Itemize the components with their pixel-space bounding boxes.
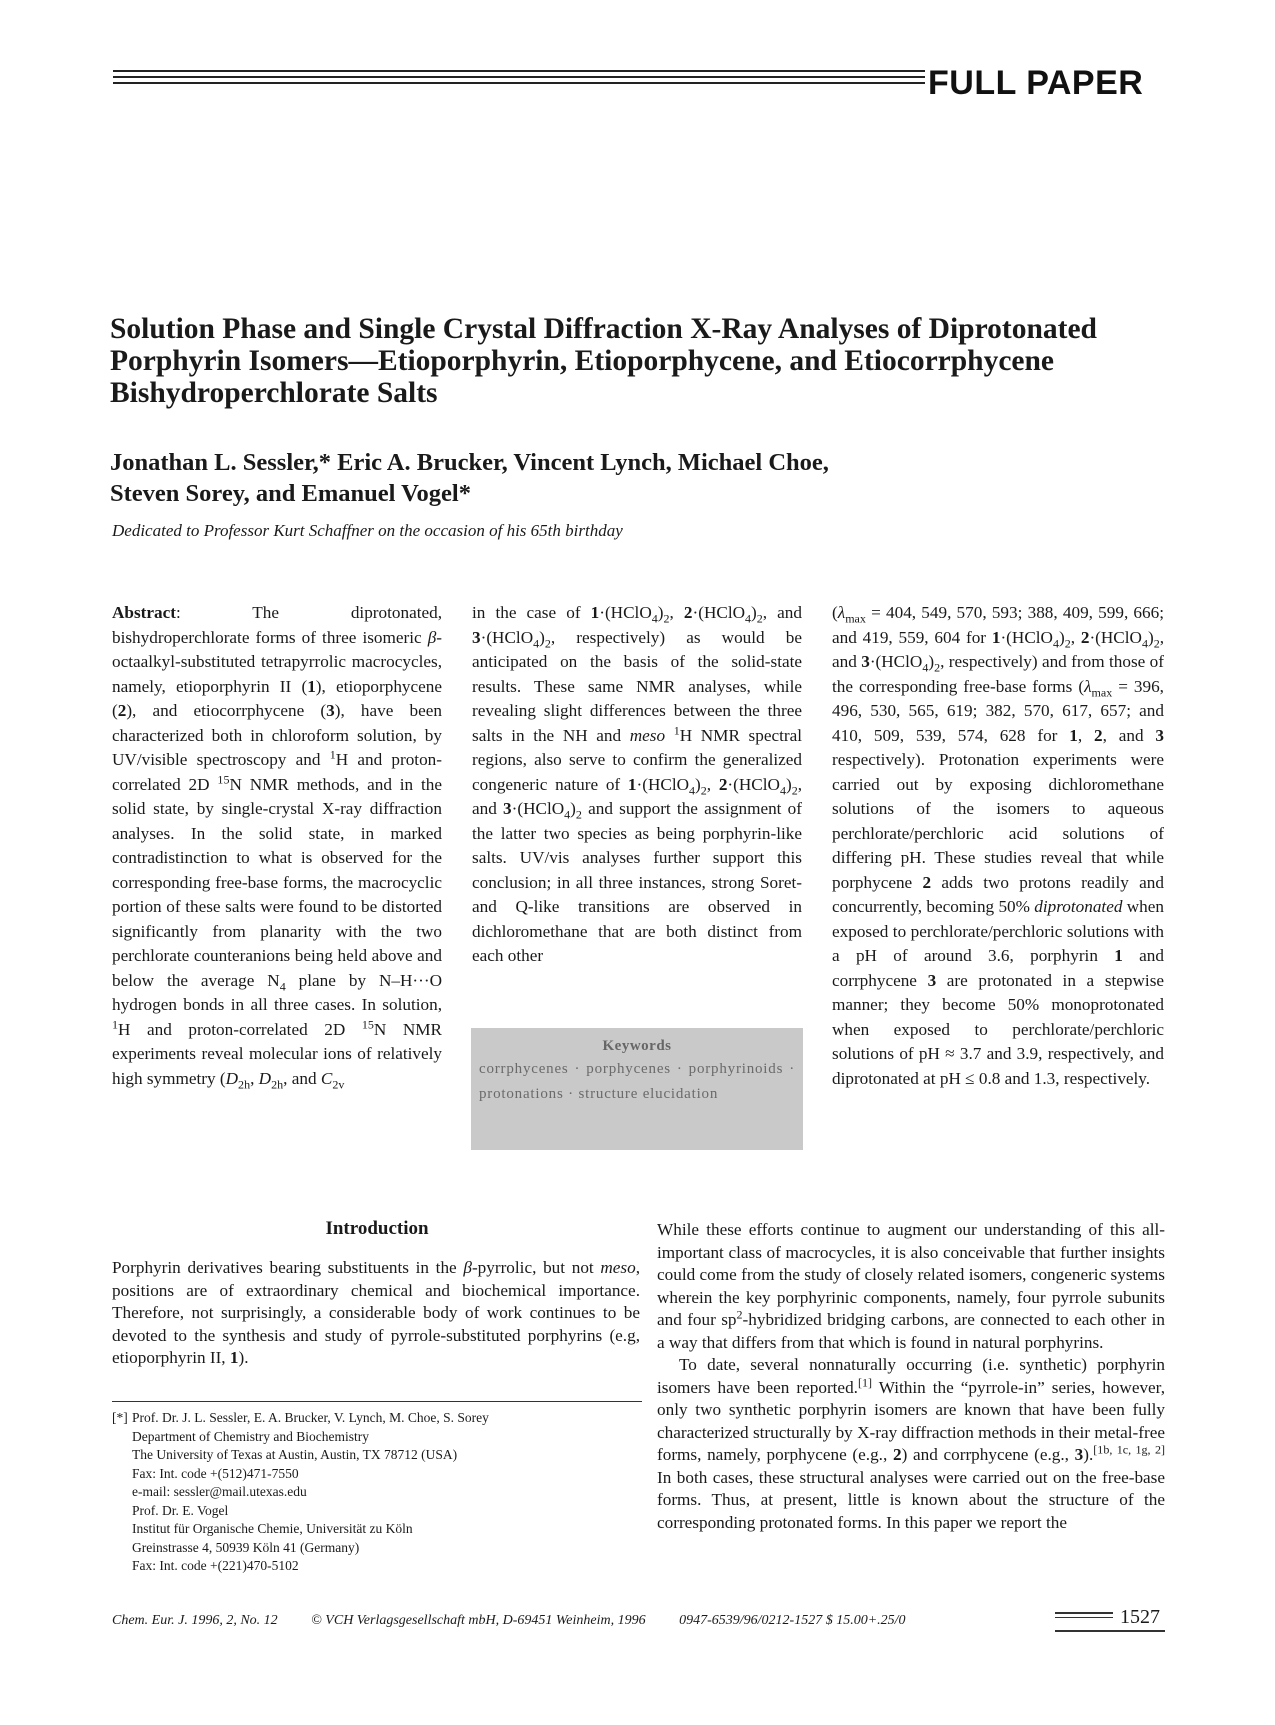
- author-footnote: [112, 1409, 652, 1576]
- footnote-line: Department of Chemistry and Biochemistry: [132, 1428, 369, 1444]
- keywords-box: [471, 1028, 803, 1150]
- author-list: [110, 447, 1160, 509]
- page-number-underline: [1055, 1630, 1165, 1632]
- footnote-line: Fax: Int. code +(221)470-5102: [132, 1558, 299, 1573]
- title-line: Bishydroperchlorate Salts: [110, 377, 438, 409]
- page-number: 1527: [1120, 1606, 1160, 1628]
- footnote-line: Prof. Dr. J. L. Sessler, E. A. Brucker, V. Lynch, M. Choe, S. Sorey: [132, 1410, 489, 1425]
- title-line: Solution Phase and Single Crystal Diffraction X-Ray Analyses of Diprotonated: [110, 313, 1097, 345]
- footnote-line: Fax: Int. code +(512)471-7550: [132, 1465, 299, 1481]
- paper-title: [110, 313, 1180, 409]
- page-footer: [112, 1613, 936, 1629]
- page-number-rule: [1055, 1612, 1113, 1621]
- footnote-line: e-mail: sessler@mail.utexas.edu: [132, 1484, 307, 1499]
- footnote-line: The University of Texas at Austin, Austin, TX 78712 (USA): [132, 1447, 458, 1462]
- header-rule: [113, 70, 925, 92]
- section-heading-introduction: Introduction: [325, 1218, 429, 1239]
- footnote-line: Greinstrasse 4, 50939 Köln 41 (Germany): [132, 1539, 360, 1555]
- issn-line: 0947-6539/96/0212-1527 $ 15.00+.25/0: [679, 1613, 906, 1628]
- keywords-heading: Keywords: [602, 1038, 672, 1054]
- dedication: Dedicated to Professor Kurt Schaffner on the occasion of his 65th birthday: [112, 521, 623, 540]
- author-line: Steven Sorey, and Emanuel Vogel*: [110, 480, 471, 507]
- publisher-line: © VCH Verlagsgesellschaft mbH, D-69451 Weinheim, 1996: [311, 1613, 646, 1628]
- footnote-line: Prof. Dr. E. Vogel: [132, 1502, 229, 1518]
- footnote-rule: [112, 1401, 642, 1402]
- footnote-mark: [*]: [112, 1410, 128, 1425]
- introduction-text-left: Porphyrin derivatives bearing substituents in the β-pyrrolic, but not meso, positions are of extraordinary chemical and biochemical importance. Therefore, not surprisingly, a considerable body of work continues to be devoted to the synthesis and study of pyrrole-substituted porphyrins (e.g, etioporphyrin II, 1).: [112, 1258, 641, 1367]
- footnote-line: Institut für Organische Chemie, Universität zu Köln: [132, 1521, 413, 1536]
- abstract-column-1: Abstract: The diprotonated, bishydroperchlorate forms of three isomeric β-octaalkyl-substituted tetrapyrrolic macrocycles, namely, etioporphyrin II (1), etioporphycene (2), and etiocorrphycene (3), have been characterized both in chloroform solution, by UV/visible spectroscopy and $^1$H and proton-correlated 2D $^{15}$N NMR methods, and in the solid state, by single-crystal X-ray diffraction analyses. In the solid state, in marked contradistinction to what is observed for the corresponding free-base forms, the macrocyclic portion of these salts were found to be distorted significantly from planarity with the two perchlorate counteranions being held above and below the average $N_4$ plane by N–H···O hydrogen bonds in all three cases. In solution, $^1$H and proton-correlated 2D $^{15}$N NMR experiments reveal molecular ions of relatively high symmetry ($D_{2h}$, $D_{2h}$, and $C_{2v}$: [112, 603, 443, 1091]
- keywords-list: corrphycenes · porphycenes · porphyrinoids · protonations · structure elucidation: [479, 1061, 795, 1102]
- introduction-text-right: While these efforts continue to augment our understanding of this all-important class of macrocycles, it is also conceivable that further insights could come from the study of closely related isomers, congeneric systems wherein the key porphyrinic components, namely, four pyrrole subunits and four $sp^2$-hybridized bridging carbons, are connected to each other in a way that differs from that which is found in natural porphyrins. To date, several nonnaturally occurring (i.e. synthetic) porphyrin isomers have been reported.[1] Within the “pyrrole-in” series, however, only two synthetic porphyrin isomers are known that have been fully characterized structurally by X-ray diffraction methods in their metal-free forms, namely, porphycene (e.g., 2) and corrphycene (e.g., 3).[1b, 1c, 1g, 2] In both cases, these structural analyses were carried out on the free-base forms. Thus, at present, little is known about the structure of the corresponding protonated forms. In this paper we report the: [657, 1220, 1165, 1532]
- title-line: Porphyrin Isomers—Etioporphyrin, Etioporphycene, and Etiocorrphycene: [110, 345, 1055, 377]
- abstract-column-2: in the case of $1\cdot(HClO_4)_2$, $2\cdot(HClO_4)_2$, and $3\cdot(HClO_4)_2$, respectively) as would be anticipated on the basis of the solid-state results. These same NMR analyses, while revealing slight differences between the three salts in the NH and meso $^1$H NMR spectral regions, also serve to confirm the generalized congeneric nature of $1\cdot(HClO_4)_2$, $2\cdot(HClO_4)_2$, and $3\cdot(HClO_4)_2$ and support the assignment of the latter two species as being porphyrin-like salts. UV/vis analyses further support this conclusion; in all three instances, strong Soret- and Q-like transitions are observed in dichloromethane that are both distinct from each other: [472, 603, 802, 965]
- abstract-column-3: ($\lambda_{max} = 404$, 549, 570, 593; 388, 409, 599, 666; and 419, 559, 604 for $1\cdot(HClO_4)_2$, $2\cdot(HClO_4)_2$, and $3\cdot(HClO_4)_2$, respectively) and from those of the corresponding free-base forms ($\lambda_{max} = 396$, 496, 530, 565, 619; 382, 570, 617, 657; and 410, 509, 539, 574, 628 for 1, 2, and 3 respectively). Protonation experiments were carried out by exposing dichloromethane solutions of the isomers to aqueous perchlorate/perchloric acid solutions of differing pH. These studies reveal that while porphycene 2 adds two protons readily and concurrently, becoming 50% diprotonated when exposed to perchlorate/perchloric solutions with a pH of around 3.6, porphyrin 1 and corrphycene 3 are protonated in a stepwise manner; they become 50% monoprotonated when exposed to perchlorate/perchloric solutions of pH ≈ 3.7 and 3.9, respectively, and diprotonated at pH ≤ 0.8 and 1.3, respectively.: [832, 603, 1165, 1088]
- author-line: Jonathan L. Sessler,* Eric A. Brucker, Vincent Lynch, Michael Choe,: [110, 449, 829, 476]
- section-label: FULL PAPER: [928, 64, 1144, 102]
- journal-citation: Chem. Eur. J. 1996, 2, No. 12: [112, 1613, 278, 1628]
